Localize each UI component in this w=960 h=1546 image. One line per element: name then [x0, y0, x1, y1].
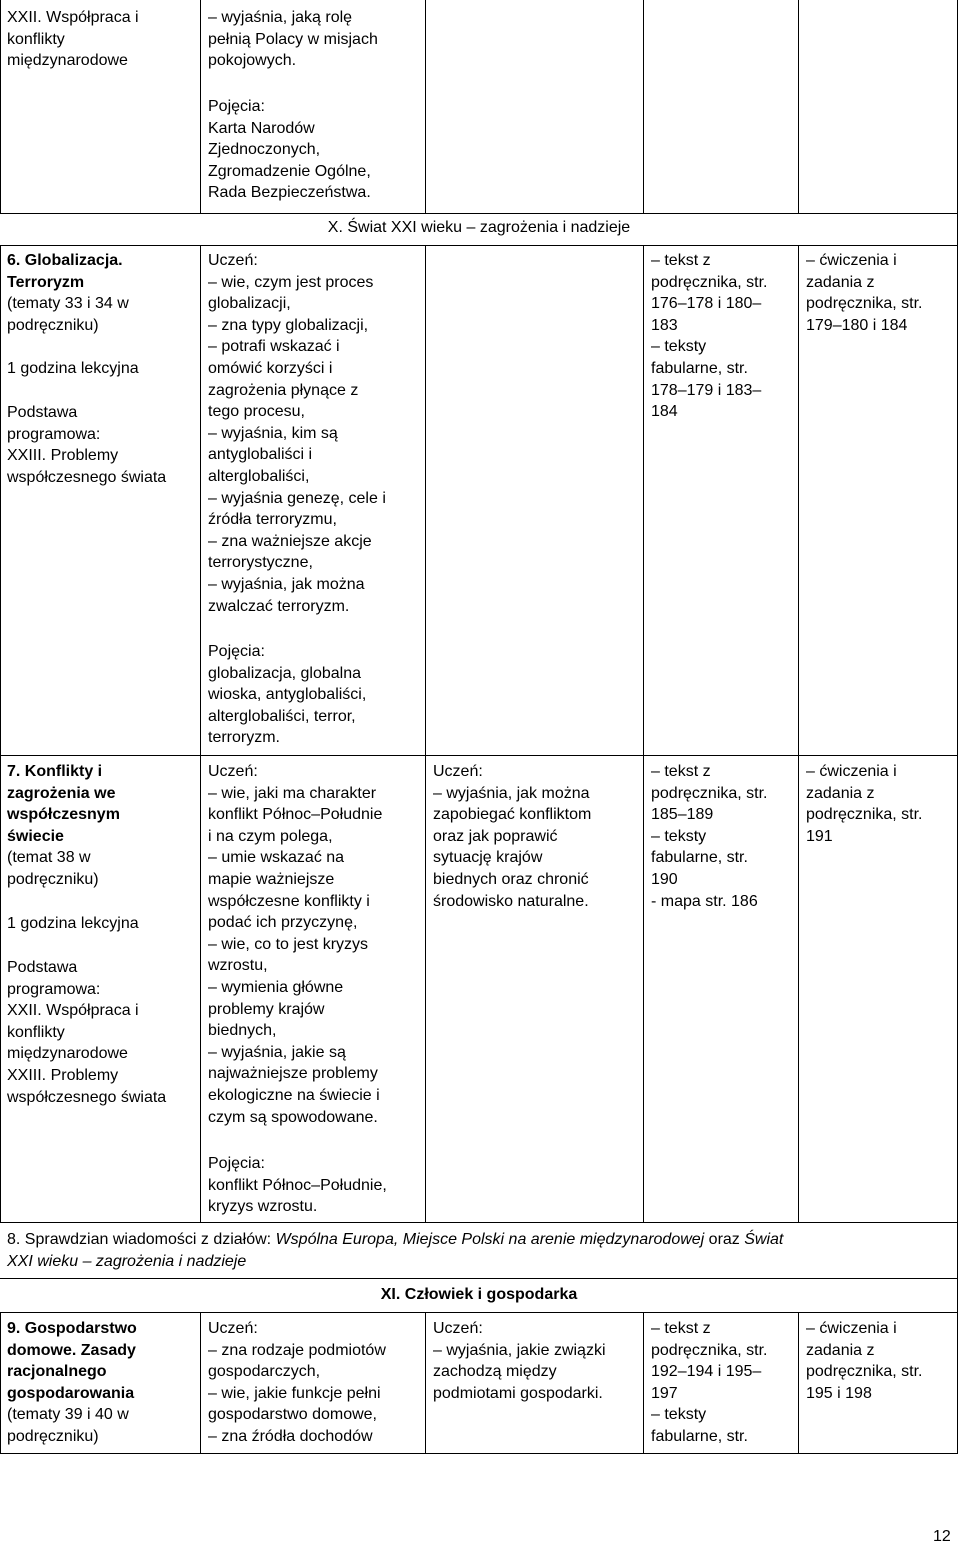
exercise-line: 195 i 198: [806, 1384, 872, 1402]
topic-cell: [7, 1318, 137, 1448]
objective-line: – wyjaśnia, jakie są: [208, 1043, 346, 1061]
student-label: Uczeń:: [208, 252, 258, 269]
student-cell: [208, 761, 382, 1128]
terms-label: Pojęcia:: [208, 1155, 265, 1172]
text-line: podręcznika, str.: [651, 784, 768, 802]
student-cell: [208, 1318, 386, 1445]
objective-line: – zna źródła dochodów: [208, 1427, 373, 1445]
objective-line: problemy krajów: [208, 1000, 325, 1018]
term-line: terroryzm.: [208, 729, 280, 747]
row-divider: [0, 1453, 958, 1454]
topic-title: 9. Gospodarstwo: [7, 1320, 137, 1337]
objective-line: mapie ważniejsze: [208, 870, 335, 888]
text-line: – tekst z: [651, 763, 711, 780]
topic-title: racjonalnego: [7, 1363, 107, 1381]
objective-line: – zna typy globalizacji,: [208, 316, 369, 334]
topic-title: gospodarowania: [7, 1384, 135, 1402]
objective-line: współczesne konflikty i: [208, 892, 370, 910]
text-line: – teksty: [651, 338, 707, 356]
objective-line: podmiotami gospodarki.: [433, 1384, 603, 1402]
basis-line: XXIII. Problemy: [7, 447, 119, 465]
topic-note: (temat 38 w: [7, 849, 91, 867]
exercise-line: 191: [806, 827, 833, 845]
objective-line: środowisko naturalne.: [433, 892, 589, 910]
basis-line: międzynarodowe: [7, 1045, 128, 1063]
texts-cell: [651, 250, 768, 423]
topic-cell: [7, 250, 129, 336]
objective-line: – zna ważniejsze akcje: [208, 532, 372, 550]
basis-line: Podstawa: [7, 959, 78, 976]
row-divider: [0, 245, 958, 246]
objective-line: omówić korzyści i: [208, 359, 333, 377]
hours-cell: [7, 913, 139, 935]
term-line: konflikt Północ–Południe,: [208, 1176, 387, 1194]
objective-line: konflikt Północ–Południe: [208, 806, 383, 824]
test-row: [7, 1229, 947, 1272]
text-line: 185–189: [651, 806, 714, 824]
lesson-hours: 1 godzina lekcyjna: [7, 915, 139, 932]
topic-title: świecie: [7, 827, 64, 845]
text-line: fabularne, str.: [651, 1427, 748, 1445]
basis-line: programowa:: [7, 425, 101, 443]
basis-line: współczesnego świata: [7, 1088, 167, 1106]
objective-line: pełnią Polacy w misjach: [208, 30, 378, 48]
exercise-line: – ćwiczenia i: [806, 763, 897, 780]
basis-line: międzynarodowe: [7, 52, 128, 70]
exercise-line: 179–180 i 184: [806, 316, 908, 334]
text-line: podręcznika, str.: [651, 1341, 768, 1359]
objective-line: zwalczać terroryzm.: [208, 597, 350, 615]
topic-title: 6. Globalizacja.: [7, 252, 123, 269]
objective-line: – umie wskazać na: [208, 849, 345, 867]
basis-line: konflikty: [7, 30, 65, 48]
basis-line: XXII. Współpraca i: [7, 1002, 139, 1020]
test-lead: 8. Sprawdzian wiadomości z działów:: [7, 1231, 276, 1248]
text-line: - mapa str. 186: [651, 892, 758, 910]
exercise-line: zadania z: [806, 784, 875, 802]
student-label: Uczeń:: [433, 763, 483, 780]
topic-title: domowe. Zasady: [7, 1341, 136, 1359]
objective-line: czym są spowodowane.: [208, 1108, 378, 1126]
exercises-cell: [806, 250, 923, 336]
basis-line: XXIII. Problemy: [7, 1066, 119, 1084]
objective-line: – wyjaśnia, jak można: [433, 784, 590, 802]
basis-line: XXII. Współpraca i: [7, 9, 139, 26]
terms-cell: [208, 641, 366, 749]
objective-line: tego procesu,: [208, 403, 305, 421]
exercise-line: zadania z: [806, 273, 875, 291]
row-divider: [0, 755, 958, 756]
lesson-hours: 1 godzina lekcyjna: [7, 360, 139, 377]
terms-label: Pojęcia:: [208, 98, 265, 115]
row-divider: [0, 213, 958, 214]
term-line: wioska, antyglobaliści,: [208, 686, 367, 704]
text-line: 183: [651, 316, 678, 334]
text-line: – teksty: [651, 1406, 707, 1424]
term-line: Rada Bezpieczeństwa.: [208, 184, 371, 202]
objective-line: ekologiczne na świecie i: [208, 1086, 380, 1104]
objective-line: oraz jak poprawić: [433, 827, 558, 845]
objective-line: – wie, czym jest proces: [208, 273, 374, 291]
student-label: Uczeń:: [208, 763, 258, 780]
text-line: fabularne, str.: [651, 849, 748, 867]
term-line: alterglobaliści, terror,: [208, 707, 356, 725]
exercise-line: podręcznika, str.: [806, 295, 923, 313]
objective-line: zagrożenia płynące z: [208, 381, 359, 399]
text-line: 176–178 i 180–: [651, 295, 762, 313]
objective-line: biednych,: [208, 1022, 277, 1040]
conjunction: oraz: [704, 1231, 745, 1248]
section-heading: [0, 217, 958, 239]
objective-line: – wyjaśnia, kim są: [208, 424, 338, 442]
student-label: Uczeń:: [433, 1320, 483, 1337]
objective-line: antyglobaliści i: [208, 446, 313, 464]
objective-line: – zna rodzaje podmiotów: [208, 1341, 386, 1359]
objective-line: biednych oraz chronić: [433, 870, 589, 888]
terms-cell: [208, 96, 371, 204]
objective-line: zapobiegać konfliktom: [433, 806, 592, 824]
objective-line: terrorystyczne,: [208, 554, 313, 572]
topic-note: (tematy 39 i 40 w: [7, 1406, 129, 1424]
objective-line: – potrafi wskazać i: [208, 338, 340, 356]
exercise-line: – ćwiczenia i: [806, 252, 897, 269]
objective-line: alterglobaliści,: [208, 467, 310, 485]
exercise-line: podręcznika, str.: [806, 1363, 923, 1381]
objective-line: sytuację krajów: [433, 849, 543, 867]
objective-line: wzrostu,: [208, 957, 268, 975]
topic-title: 7. Konflikty i: [7, 763, 103, 780]
section-ref: Wspólna Europa, Miejsce Polski na arenie międzynarodowej: [275, 1231, 705, 1248]
objective-line: – wie, co to jest kryzys: [208, 935, 369, 953]
objective-line: – wyjaśnia, jakie związki: [433, 1341, 606, 1359]
text-line: fabularne, str.: [651, 359, 748, 377]
terms-label: Pojęcia:: [208, 643, 265, 660]
student-cell: [208, 7, 378, 72]
topic-cell: [7, 761, 120, 891]
exercises-cell: [806, 761, 923, 847]
objective-line: najważniejsze problemy: [208, 1065, 378, 1083]
basis-cell: [7, 957, 166, 1108]
objective-line: – wymienia główne: [208, 978, 344, 996]
student-cell: [208, 250, 386, 617]
exercise-line: zadania z: [806, 1341, 875, 1359]
topic-cell: [7, 7, 139, 72]
exercises-cell: [806, 1318, 923, 1404]
text-line: 197: [651, 1384, 678, 1402]
text-line: – tekst z: [651, 252, 711, 269]
term-line: Zjednoczonych,: [208, 141, 321, 159]
term-line: Zgromadzenie Ogólne,: [208, 162, 371, 180]
row-divider: [0, 1278, 958, 1279]
topic-note: podręczniku): [7, 870, 99, 888]
objective-line: globalizacji,: [208, 295, 291, 313]
extended-cell: [433, 761, 591, 912]
objective-line: i na czym polega,: [208, 827, 333, 845]
topic-note: podręczniku): [7, 316, 99, 334]
objective-line: podać ich przyczynę,: [208, 914, 358, 932]
term-line: kryzys wzrostu.: [208, 1198, 318, 1216]
extended-cell: [433, 1318, 606, 1404]
objective-line: – wyjaśnia, jaką rolę: [208, 9, 353, 26]
topic-title: Terroryzm: [7, 273, 85, 291]
text-line: podręcznika, str.: [651, 273, 768, 291]
student-label: Uczeń:: [208, 1320, 258, 1337]
objective-line: pokojowych.: [208, 52, 297, 70]
text-line: 184: [651, 403, 678, 421]
objective-line: zachodzą między: [433, 1363, 557, 1381]
topic-title: współczesnym: [7, 806, 120, 824]
page-number: 12: [933, 1528, 951, 1545]
texts-cell: [651, 761, 768, 912]
section-title: X. Świat XXI wieku – zagrożenia i nadzieje: [327, 219, 631, 236]
exercise-line: – ćwiczenia i: [806, 1320, 897, 1337]
topic-title: zagrożenia we: [7, 784, 116, 802]
term-line: globalizacja, globalna: [208, 664, 361, 682]
basis-line: konflikty: [7, 1023, 65, 1041]
topic-note: (tematy 33 i 34 w: [7, 295, 129, 313]
hours-cell: [7, 358, 139, 380]
exercise-line: podręcznika, str.: [806, 806, 923, 824]
objective-line: źródła terroryzmu,: [208, 511, 337, 529]
objective-line: – wyjaśnia genezę, cele i: [208, 489, 386, 507]
objective-line: gospodarczych,: [208, 1363, 321, 1381]
topic-note: podręczniku): [7, 1427, 99, 1445]
section-ref: Świat: [744, 1231, 784, 1248]
text-line: 190: [651, 870, 678, 888]
text-line: – teksty: [651, 827, 707, 845]
basis-line: programowa:: [7, 980, 101, 998]
texts-cell: [651, 1318, 768, 1445]
basis-line: Podstawa: [7, 404, 78, 421]
text-line: 192–194 i 195–: [651, 1363, 762, 1381]
objective-line: – wie, jaki ma charakter: [208, 784, 377, 802]
text-line: 178–179 i 183–: [651, 381, 762, 399]
basis-cell: [7, 402, 166, 488]
basis-line: współczesnego świata: [7, 468, 167, 486]
term-line: Karta Narodów: [208, 119, 315, 137]
section-title: XI. Człowiek i gospodarka: [380, 1286, 578, 1303]
row-divider: [0, 1222, 958, 1223]
row-divider: [0, 1312, 958, 1313]
section-ref: XXI wieku – zagrożenia i nadzieje: [7, 1252, 247, 1270]
section-heading: [0, 1284, 958, 1306]
text-line: – tekst z: [651, 1320, 711, 1337]
objective-line: – wyjaśnia, jak można: [208, 575, 365, 593]
objective-line: – wie, jakie funkcje pełni: [208, 1384, 381, 1402]
objective-line: gospodarstwo domowe,: [208, 1406, 377, 1424]
terms-cell: [208, 1153, 387, 1218]
